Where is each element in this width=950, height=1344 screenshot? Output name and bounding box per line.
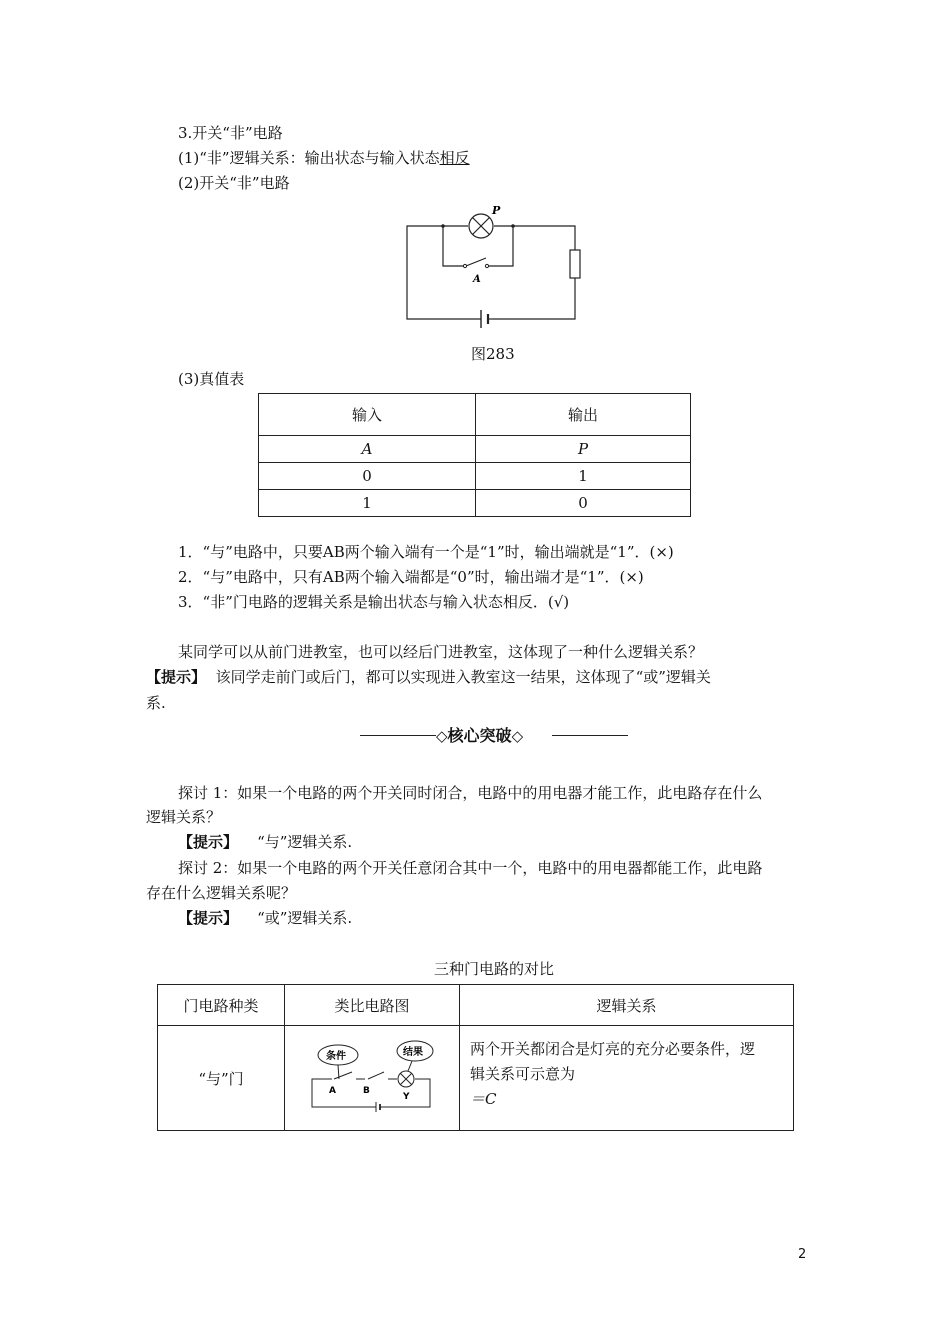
switch-label: A	[473, 274, 481, 285]
judgment-2: 2．“与”电路中，只有AB两个输入端都是“0”时，输出端才是“1”．(×)	[178, 568, 644, 586]
switch-b-label: B	[363, 1086, 370, 1096]
lamp-y-label: Y	[403, 1092, 410, 1102]
header-rule-right	[552, 735, 628, 736]
cell: 1	[476, 463, 691, 490]
page-number: 2	[798, 1247, 807, 1262]
discussion-2-hint: 【提示】 “或”逻辑关系.	[178, 909, 353, 927]
var-input: A	[259, 436, 476, 463]
var-output: P	[476, 436, 691, 463]
discussion-2-cont: 存在什么逻辑关系呢？	[146, 884, 297, 902]
cell: 1	[259, 490, 476, 517]
and-circuit-cell	[285, 1026, 460, 1131]
discussion-2: 探讨 2：如果一个电路的两个开关任意闭合其中一个，电路中的用电器都能工作，此电路	[178, 859, 763, 877]
header-gate-type: 门电路种类	[158, 985, 285, 1026]
header-output: 输出	[476, 394, 691, 436]
lamp-label: P	[492, 204, 501, 217]
header-input: 输入	[259, 394, 476, 436]
truth-table-heading: (3)真值表	[178, 370, 245, 388]
cell: 0	[259, 463, 476, 490]
underlined-answer: 相反	[439, 149, 470, 167]
header-rule-left	[360, 735, 436, 736]
hint-label: 【提示】	[178, 833, 239, 851]
and-logic-cell: 两个开关都闭合是灯亮的充分必要条件，逻 辑关系可示意为 ＝C	[460, 1026, 794, 1131]
header-analog-circuit: 类比电路图	[285, 985, 460, 1026]
cell: 0	[476, 490, 691, 517]
core-header: ◇核心突破◇	[436, 726, 524, 745]
section-title: 3.开关“非”电路	[178, 124, 283, 142]
not-logic-definition: (1)“非”逻辑关系：输出状态与输入状态相反	[178, 149, 470, 167]
switch-a-label: A	[329, 1086, 336, 1096]
comparison-caption: 三种门电路的对比	[434, 960, 555, 978]
question-text: 某同学可以从前门进教室，也可以经后门进教室，这体现了一种什么逻辑关系？	[178, 643, 704, 661]
figure-caption: 图283	[471, 345, 515, 363]
question-hint-cont: 系.	[146, 694, 166, 712]
header-logic: 逻辑关系	[460, 985, 794, 1026]
diamond-icon: ◇	[436, 727, 448, 745]
result-label: 结果	[403, 1047, 423, 1058]
not-circuit-heading: (2)开关“非”电路	[178, 174, 290, 192]
not-circuit-diagram	[395, 198, 595, 334]
truth-table	[258, 393, 691, 517]
comparison-table	[157, 984, 794, 1131]
and-circuit-diagram	[302, 1039, 442, 1117]
discussion-1: 探讨 1：如果一个电路的两个开关同时闭合，电路中的用电器才能工作，此电路存在什么	[178, 784, 763, 802]
diamond-icon: ◇	[511, 727, 524, 745]
question-hint: 【提示】 该同学走前门或后门，都可以实现进入教室这一结果，这体现了“或”逻辑关	[146, 668, 711, 686]
gate-and: “与”门	[158, 1026, 285, 1131]
judgment-1: 1．“与”电路中，只要AB两个输入端有一个是“1”时，输出端就是“1”．(×)	[178, 543, 674, 561]
discussion-1-cont: 逻辑关系？	[146, 808, 222, 826]
discussion-1-hint: 【提示】 “与”逻辑关系.	[178, 833, 353, 851]
condition-label: 条件	[326, 1051, 346, 1062]
hint-label: 【提示】	[178, 909, 239, 927]
judgment-3: 3．“非”门电路的逻辑关系是输出状态与输入状态相反．(√)	[178, 593, 570, 611]
hint-label: 【提示】	[146, 668, 207, 686]
